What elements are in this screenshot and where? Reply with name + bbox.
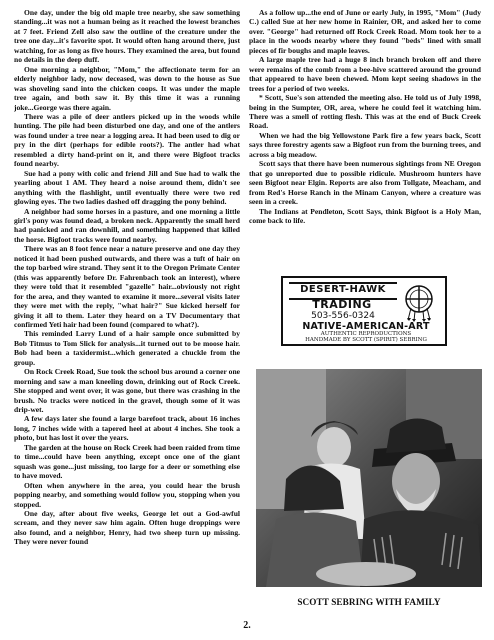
paragraph: A large maple tree had a huge 8 inch branch broken off and there were remains of the comb from a bee-hive scattered around the ground that appeared to have been chewed. Mom kept seeing shadows in the trees for a period of two weeks.	[249, 55, 481, 93]
ad-trading-label: TRADING	[312, 298, 372, 311]
paragraph: * Scott, Sue's son attended the meeting also. He told us of July 1998, being in the Sumpter, OR, area, where he could feel it watching him. There was a smell of rotting flesh. This was at the end of Buck Creek Road.	[249, 93, 481, 131]
ad-maker-name: SCOTT (SPIRIT) SEBRING	[352, 337, 427, 343]
paragraph: A neighbor had some horses in a pasture, and one morning a little girl's pony was found dead, a broken neck. Apparently the small herd had panicked and ran downhill, and something happened that killed the horse. Bigfoot tracks were found nearby.	[14, 206, 240, 244]
paragraph: One day, under the big old maple tree nearby, she saw something standing...it was not a human being as it reached the lowest branches at 7 feet. Friend Zell also saw the outline of the creature under the tree one day...it's favorite spot. It would often hang around there, just watching, for as long as five hours. They examined the area, but found no details in the deep duff.	[14, 8, 240, 65]
ad-reproductions-label: AUTHENTIC REPRODUCTIONS	[320, 331, 412, 337]
ad-phone-number: 503-556-0324	[311, 311, 375, 321]
paragraph: As a follow up...the end of June or early July, in 1995, "Mom" (Judy C.) called Sue at her new home in Rainier, OR, and asked her to come over. "George" had returned off Rock Creek Road. Mom took her to a place in the woods nearby where they found "beds" lined with small pieces of fir boughs and maple leaves.	[249, 8, 481, 55]
ad-maker-line	[287, 337, 445, 343]
paragraph: When we had the big Yellowstone Park fire a few years back, Scott says three forestry agents saw a Bigfoot run from the burning trees, and across a big meadow.	[249, 130, 481, 159]
page-number: 2.	[243, 620, 251, 631]
ad-art-label: NATIVE-AMERICAN-ART	[302, 321, 430, 332]
paragraph: Scott says that there have been numerous sightings from NE Oregon that go unreported due to possible ridicule. Mushroom hunters have seen Bigfoot near Elgin. Reports are also from Tollgate, Meacham, and from Red's Horse Ranch in the Minam Canyon, where a creature was seen in a creek.	[249, 159, 481, 207]
medicine-wheel-logo-icon	[399, 282, 439, 322]
paragraph: On Rock Creek Road, Sue took the school bus around a corner one morning and saw a man kneeling down, drinking out of Rock Creek. She stopped and went over, it was gone, but there was crashing in the brush. No tracks were noticed in the gravel, though some of it was drip-wet.	[14, 367, 240, 415]
paragraph: The garden at the house on Rock Creek had been raided from time to time...could have been anything, except once one of the giant squash was gone...just missing, too large for a deer or something else to have moved.	[14, 442, 240, 481]
family-photo	[256, 369, 482, 587]
ad-handmade-label: HANDMADE BY	[305, 337, 351, 343]
ad-business-name: DESERT-HAWK	[289, 282, 397, 300]
right-article-column	[249, 8, 481, 278]
paragraph: A few days later she found a large barefoot track, about 16 inches long, 7 inches wide with a tapered heel at about 4 inches. She took a photo, but has lost it over the years.	[14, 414, 240, 443]
paragraph: One day, after about five weeks, George let out a God-awful scream, and they never saw him again. Often huge droppings were also found, and a neighbor, Henry, had two sheep turn up missing. They were never found	[14, 509, 240, 547]
paragraph: One morning a neighbor, "Mom," the affectionate term for an elderly neighbor lady, now deceased, was down to the house as Sue was shoveling sand into the chicken coops. It was under the maple tree again, and both saw it. By this time it was a running joke...George was there again.	[14, 64, 240, 112]
photo-caption: SCOTT SEBRING WITH FAMILY	[297, 597, 441, 607]
paragraph: Sue had a pony with colic and friend Jill and Sue had to walk the yearling about 1 AM. They heard a noise around them, didn't see anything with the flashlight, until eventually there were two red glowing eyes. The two ladies dashed off dragging the pony behind.	[14, 168, 240, 207]
paragraph: There was an 8 foot fence near a nature preserve and one day they noticed it had been pushed outwards, and there was a tuft of hair on the top barbed wire strand. They sent it to the Oregon Primate Center (this was apparently before Dr. Fahrenbach took an interest), where they were told that it resembled "gazelle" hair...obviously not right for the area, and they wanted to examine it more...several visits later they were met with the reply, "what hair?" Sue kicked herself for giving it all to them. Later they heard on a TV Documentary that confirmed Yeti hair had been found (compared to what?).	[14, 244, 240, 329]
desert-hawk-trading-ad	[281, 276, 447, 346]
paragraph: Often when anywhere in the area, you could hear the brush popping nearby, and something would follow you, stopping when you stopped.	[14, 480, 240, 509]
left-article-column	[14, 8, 240, 608]
paragraph: There was a pile of deer antlers picked up in the woods while hunting. The pile had been disturbed one day, and one of the antlers was found under a tree near a logging area. It had been used to dig or pry in the dirt (perhaps for edible roots?). The antler had what resembled a dirty hand-print on it, and there were Bigfoot tracks found nearby.	[14, 111, 240, 169]
paragraph: This reminded Larry Lund of a hair sample once submitted by Bob Titmus to Tom Slick for analysis...it turned out to be moose hair. Bob had been a taxidermist...which generated a chuckle from the group.	[14, 329, 240, 367]
paragraph: The Indians at Pendleton, Scott Says, think Bigfoot is a Holy Man, come back to life.	[249, 206, 481, 225]
family-photo-image	[256, 369, 482, 587]
